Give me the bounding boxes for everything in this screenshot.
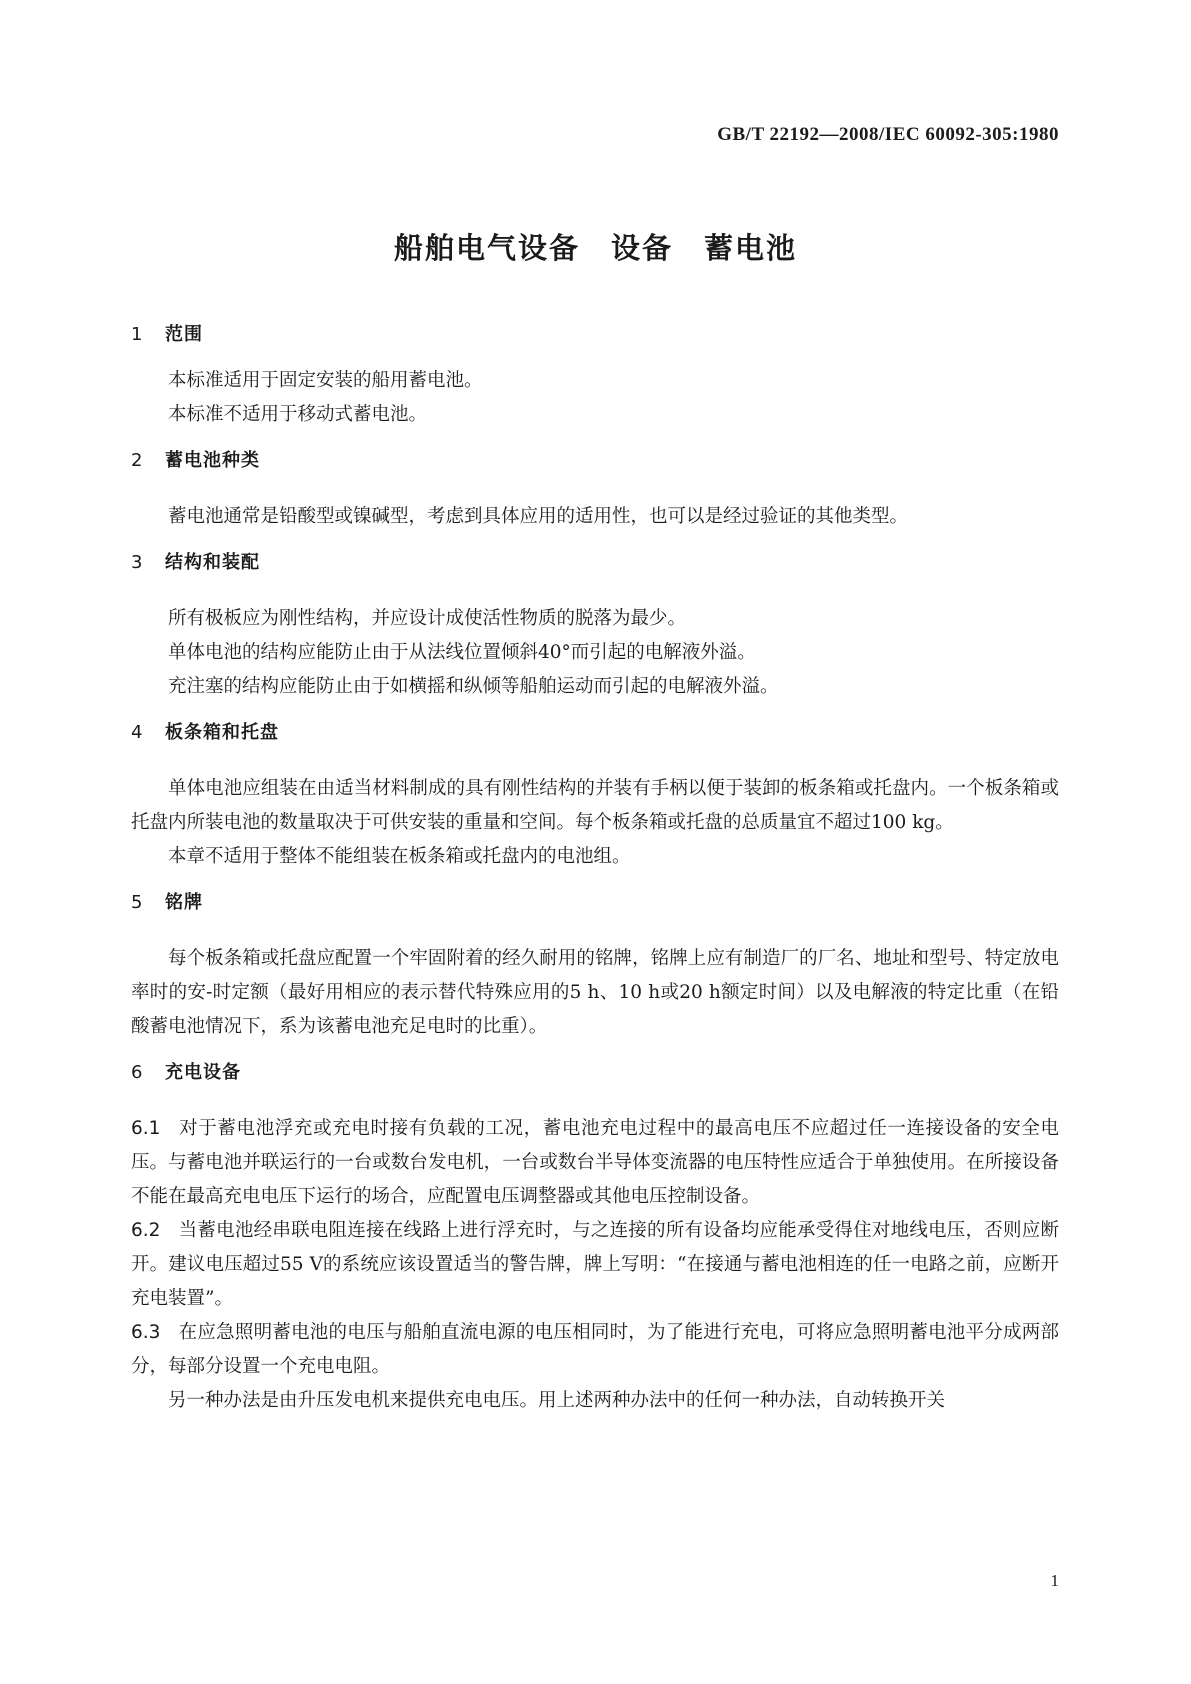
section-heading-scope <box>131 318 1059 352</box>
standard-code: GB/T 22192—2008/IEC 60092-305:1980 <box>717 124 1059 145</box>
paragraph: 本章不适用于整体不能组装在板条箱或托盘内的电池组。 <box>168 846 631 867</box>
section-heading-construction <box>131 546 1059 580</box>
section-heading-crates-trays <box>131 716 1059 750</box>
section-heading-battery-types <box>131 444 1059 478</box>
clause-6-1 <box>131 1112 1059 1214</box>
document-body <box>131 318 1059 1418</box>
section-title: 铭牌 <box>165 892 203 913</box>
paragraph: 每个板条箱或托盘应配置一个牢固附着的经久耐用的铭牌，铭牌上应有制造厂的厂名、地址和型号、特定放电率时的安-时定额（最好用相应的表示替代特殊应用的5 h、10 h或20 h额定时间）以及电解液的特定比重（在铅酸蓄电池情况下，系为该蓄电池充足电时的比重）。 <box>131 948 1059 1037</box>
section-title: 蓄电池种类 <box>165 450 260 471</box>
paragraph: 本标准适用于固定安装的船用蓄电池。 <box>168 370 483 391</box>
clause-6-3 <box>131 1316 1059 1384</box>
section-heading-charging <box>131 1056 1059 1090</box>
paragraph: 蓄电池通常是铅酸型或镍碱型，考虑到具体应用的适用性，也可以是经过验证的其他类型。 <box>168 506 909 527</box>
clause-text: 当蓄电池经串联电阻连接在线路上进行浮充时，与之连接的所有设备均应能承受得住对地线电压，否则应断开。建议电压超过55 V的系统应该设置适当的警告牌，牌上写明：“在接通与蓄电池相连的任一电路之前，应断开充电装置”。 <box>131 1220 1059 1309</box>
section-heading-nameplate <box>131 886 1059 920</box>
clause-number: 6.2 <box>131 1220 161 1241</box>
section-number: 1 <box>131 324 143 345</box>
paragraph: 充注塞的结构应能防止由于如横摇和纵倾等船舶运动而引起的电解液外溢。 <box>168 676 779 697</box>
section-title: 板条箱和托盘 <box>165 722 279 743</box>
clause-text: 在应急照明蓄电池的电压与船舶直流电源的电压相同时，为了能进行充电，可将应急照明蓄电池平分成两部分，每部分设置一个充电电阻。 <box>131 1322 1059 1377</box>
section-title: 结构和装配 <box>165 552 260 573</box>
clause-text: 对于蓄电池浮充或充电时接有负载的工况，蓄电池充电过程中的最高电压不应超过任一连接设备的安全电压。与蓄电池并联运行的一台或数台发电机，一台或数台半导体变流器的电压特性应适合于单独使用。在所接设备不能在最高充电电压下运行的场合，应配置电压调整器或其他电压控制设备。 <box>131 1118 1059 1207</box>
paragraph: 本标准不适用于移动式蓄电池。 <box>168 404 428 425</box>
section-number: 6 <box>131 1062 143 1083</box>
section-number: 5 <box>131 892 143 913</box>
section-number: 2 <box>131 450 143 471</box>
paragraph: 单体电池应组装在由适当材料制成的具有刚性结构的并装有手柄以便于装卸的板条箱或托盘内。一个板条箱或托盘内所装电池的数量取决于可供安装的重量和空间。每个板条箱或托盘的总质量宜不超过100 kg。 <box>131 778 1059 833</box>
paragraph: 另一种办法是由升压发电机来提供充电电压。用上述两种办法中的任何一种办法，自动转换开关 <box>168 1390 946 1411</box>
section-number: 3 <box>131 552 143 573</box>
document-title: 船舶电气设备 设备 蓄电池 <box>393 231 797 265</box>
paragraph: 单体电池的结构应能防止由于从法线位置倾斜40°而引起的电解液外溢。 <box>168 642 756 663</box>
section-title: 充电设备 <box>165 1062 241 1083</box>
page-number: 1 <box>1050 1571 1059 1590</box>
clause-6-2 <box>131 1214 1059 1316</box>
section-title: 范围 <box>165 324 203 345</box>
paragraph: 所有极板应为刚性结构，并应设计成使活性物质的脱落为最少。 <box>168 608 687 629</box>
section-number: 4 <box>131 722 143 743</box>
clause-number: 6.3 <box>131 1322 161 1343</box>
clause-number: 6.1 <box>131 1118 161 1139</box>
